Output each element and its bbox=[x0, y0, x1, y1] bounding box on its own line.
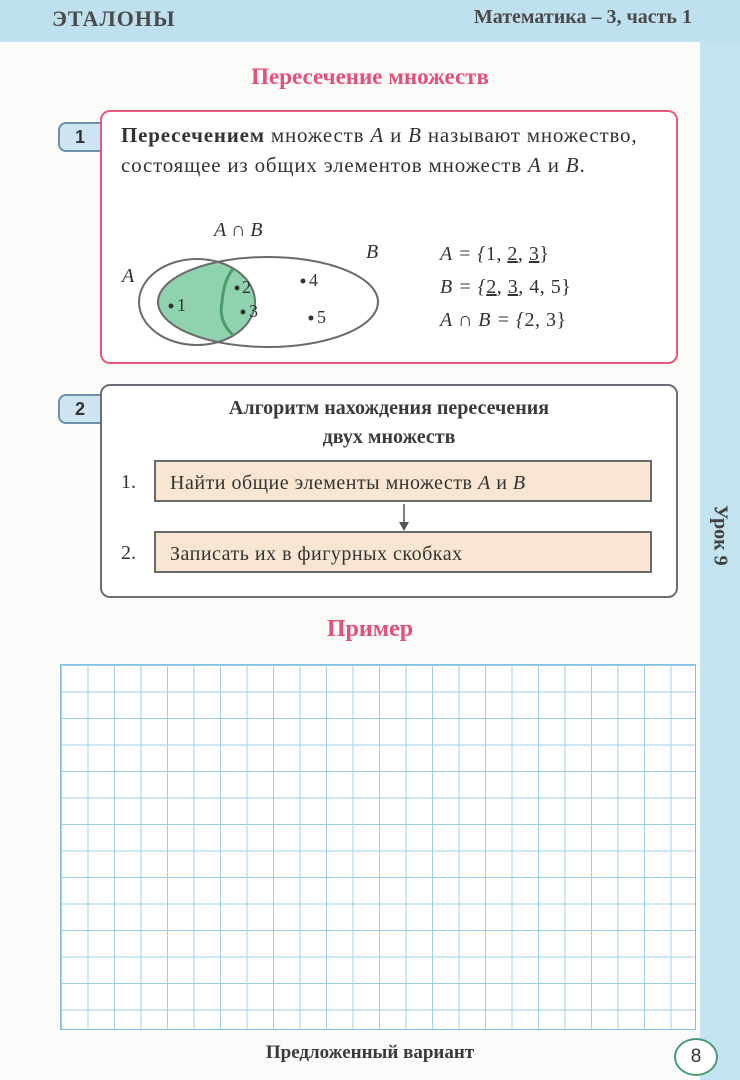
step-1-set-b: B bbox=[512, 472, 526, 494]
set-a-symbol: A bbox=[370, 123, 385, 147]
venn-label-b: B bbox=[366, 241, 379, 263]
eq-b-rhs: } bbox=[561, 276, 572, 298]
lesson-label: Урок 9 bbox=[709, 504, 732, 566]
step-1-number: 1. bbox=[121, 471, 136, 493]
grid-workspace[interactable] bbox=[60, 664, 696, 1030]
eq-b-rest: , 4, 5 bbox=[518, 276, 562, 298]
header-left: ЭТАЛОНЫ bbox=[52, 6, 176, 31]
algorithm-title-line2: двух множеств bbox=[322, 426, 456, 448]
example-title: Пример bbox=[326, 616, 414, 642]
set-b-symbol-2: B bbox=[565, 153, 580, 177]
page-number: 8 bbox=[674, 1038, 718, 1076]
eq-a-lhs: A = { bbox=[440, 243, 486, 265]
step-2-number: 2. bbox=[121, 542, 136, 564]
eq-b-sep: , bbox=[496, 276, 508, 298]
definition-text bbox=[121, 120, 661, 180]
conjunction-2: и bbox=[541, 153, 566, 177]
point-2: 2 bbox=[242, 277, 251, 297]
eq-a-underlined-2: 3 bbox=[528, 243, 540, 265]
definition-part-1: множеств bbox=[264, 123, 371, 147]
algorithm-title bbox=[100, 394, 678, 452]
step-1-box bbox=[154, 460, 652, 502]
step-1-text: Найти общие элементы множеств bbox=[170, 472, 478, 494]
header-right: Математика – 3, часть 1 bbox=[473, 6, 692, 28]
conjunction: и bbox=[384, 123, 409, 147]
point-3: 3 bbox=[249, 301, 258, 321]
block-number-2: 2 bbox=[58, 394, 100, 424]
set-equations bbox=[440, 238, 571, 337]
set-b-symbol: B bbox=[408, 123, 422, 147]
definition-bold-word: Пересечением bbox=[121, 123, 265, 147]
step-1-set-a: A bbox=[477, 472, 491, 494]
eq-ab-lhs: A ∩ B = { bbox=[440, 309, 525, 331]
equation-intersection bbox=[440, 304, 571, 337]
footer-text: Предложенный вариант bbox=[265, 1042, 475, 1063]
point-5: 5 bbox=[317, 307, 326, 327]
algorithm-title-line1: Алгоритм нахождения пересечения bbox=[228, 397, 550, 419]
venn-diagram bbox=[110, 212, 410, 352]
definition-part-2: называют множество, состоящее из общих элементов множеств bbox=[121, 123, 638, 177]
section-title: Пересечение множеств bbox=[251, 64, 489, 89]
eq-a-rhs: } bbox=[539, 243, 550, 265]
point-1: 1 bbox=[177, 295, 186, 315]
step-1-and: и bbox=[490, 472, 513, 494]
point-4: 4 bbox=[309, 270, 318, 290]
eq-ab-rhs: } bbox=[556, 309, 567, 331]
eq-a-sep: , bbox=[517, 243, 529, 265]
eq-b-lhs: B = { bbox=[440, 276, 487, 298]
venn-label-a: A bbox=[122, 265, 135, 287]
header-band bbox=[0, 0, 740, 42]
eq-a-underlined: 2 bbox=[507, 243, 518, 265]
step-2-box: Записать их в фигурных скобках bbox=[154, 531, 652, 573]
step-arrow bbox=[396, 504, 412, 532]
set-a-symbol-2: A bbox=[528, 153, 542, 177]
equation-b bbox=[440, 271, 571, 304]
intersection-label: A ∩ B bbox=[214, 219, 263, 241]
eq-b-underlined: 2 bbox=[486, 276, 497, 298]
equation-a bbox=[440, 238, 571, 271]
block-number-1: 1 bbox=[58, 122, 100, 152]
eq-ab-items: 2, 3 bbox=[524, 309, 557, 331]
eq-a-item: 1, bbox=[485, 243, 508, 265]
eq-b-underlined-2: 3 bbox=[507, 276, 519, 298]
definition-end: . bbox=[579, 153, 586, 177]
